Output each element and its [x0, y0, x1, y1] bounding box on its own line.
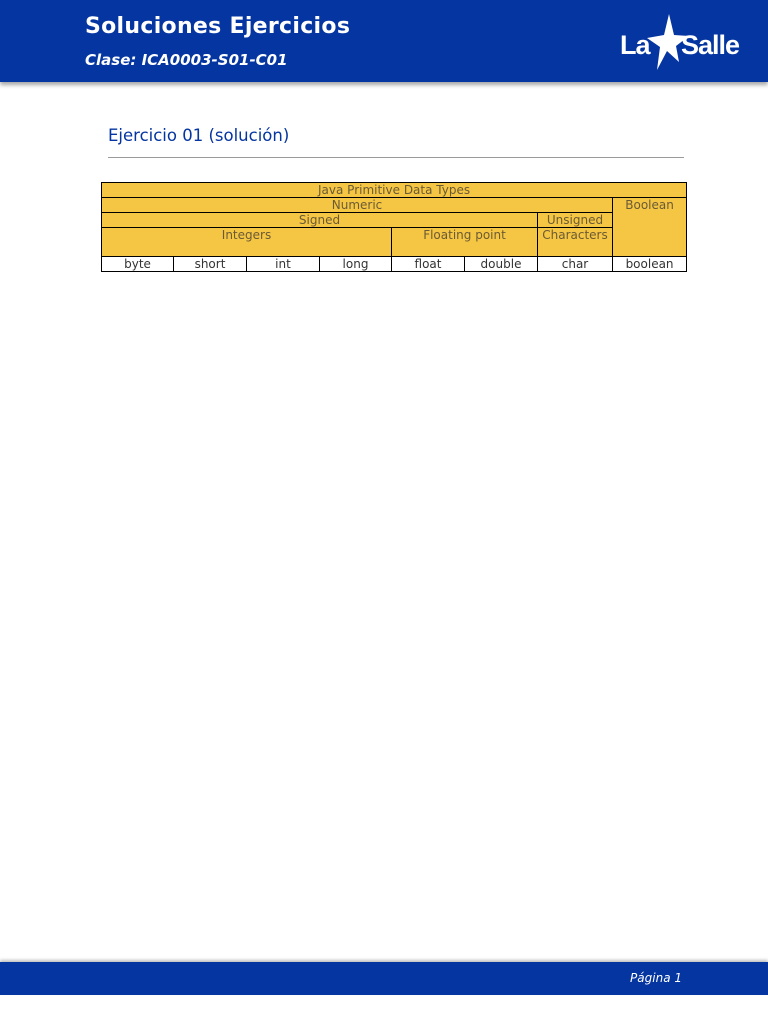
root-header-cell: Java Primitive Data Types: [102, 183, 687, 198]
title-divider: [108, 157, 684, 158]
type-cell: short: [174, 257, 247, 272]
primitive-types-table: [101, 182, 687, 272]
type-cell: int: [247, 257, 320, 272]
la-salle-logo: La Salle: [620, 14, 750, 72]
integers-header-cell: Integers: [102, 228, 392, 257]
page-number: Página 1: [630, 971, 682, 985]
numeric-header-cell: Numeric: [102, 198, 613, 213]
unsigned-header-cell: Unsigned: [538, 213, 613, 228]
type-cell: double: [465, 257, 538, 272]
class-code: Clase: ICA0003-S01-C01: [85, 51, 288, 69]
characters-header-cell: Characters: [538, 228, 613, 257]
type-cell: long: [320, 257, 392, 272]
type-cell: char: [538, 257, 613, 272]
boolean-header-cell: Boolean: [613, 198, 687, 257]
signed-header-cell: Signed: [102, 213, 538, 228]
page-header: [0, 0, 768, 82]
page-footer: [0, 962, 768, 995]
type-cell: boolean: [613, 257, 687, 272]
document-title: Soluciones Ejercicios: [85, 14, 351, 39]
exercise-title: Ejercicio 01 (solución): [108, 126, 290, 145]
type-cell: float: [392, 257, 465, 272]
type-cell: byte: [102, 257, 174, 272]
floating-point-header-cell: Floating point: [392, 228, 538, 257]
